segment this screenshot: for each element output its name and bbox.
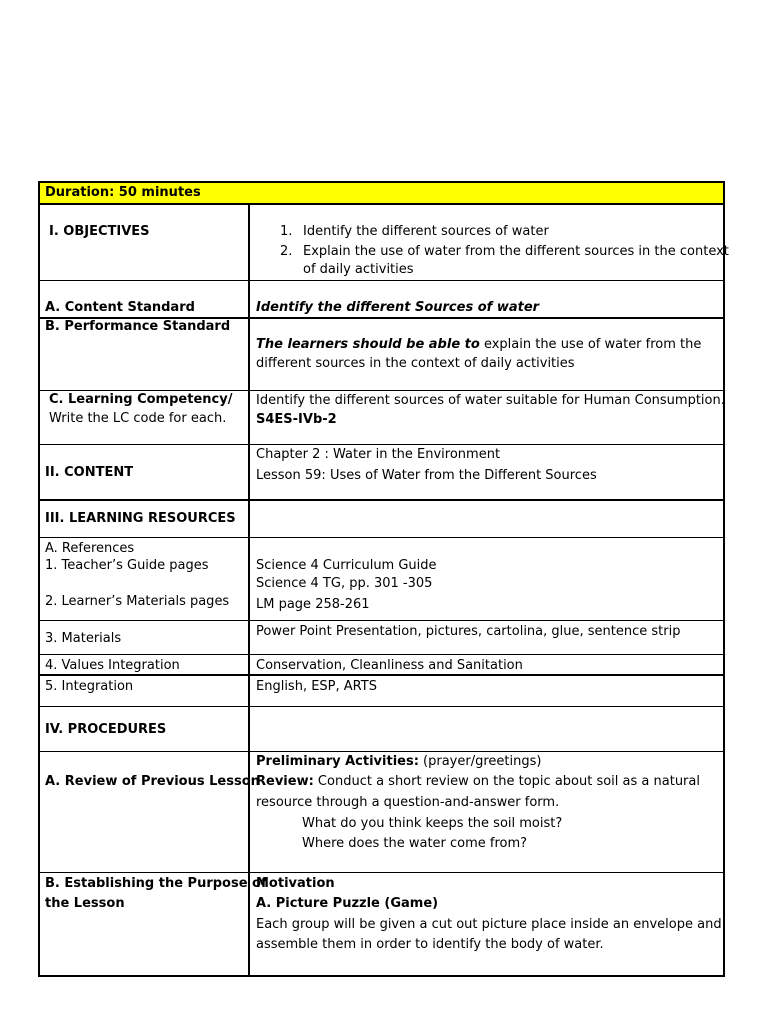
performance-standard-label: B. Performance Standard <box>45 319 231 334</box>
review-value: Conduct a short review on the topic about soil as a natural <box>313 774 700 789</box>
objective-item: Explain the use of water from the different sources in the context <box>303 244 729 259</box>
objective-item-cont: of daily activities <box>303 262 414 277</box>
lm-pages: LM page 258-261 <box>256 597 370 612</box>
row-divider <box>38 203 725 205</box>
purpose-label-cont: the Lesson <box>45 896 125 911</box>
row-divider <box>38 620 725 621</box>
procedures-label: IV. PROCEDURES <box>45 722 167 737</box>
references-label: A. References <box>45 541 135 556</box>
tg-pages: Science 4 TG, pp. 301 -305 <box>256 576 433 591</box>
preliminary-value: (prayer/greetings) <box>418 754 542 769</box>
learning-competency-label: C. Learning Competency/ <box>49 392 233 407</box>
objective-number: 1. <box>280 224 293 239</box>
content-standard-label: A. Content Standard <box>45 300 195 315</box>
learning-competency-value: Identify the different sources of water suitable for Human Consumption. <box>256 393 725 408</box>
objective-number: 2. <box>280 244 293 259</box>
integration-label: 5. Integration <box>45 679 134 694</box>
row-divider <box>38 654 725 655</box>
review-question: What do you think keeps the soil moist? <box>302 816 563 831</box>
teachers-guide-label: 1. Teacher’s Guide pages <box>45 558 209 573</box>
content-lesson: Lesson 59: Uses of Water from the Different Sources <box>256 468 597 483</box>
motivation-heading: Motivation <box>256 876 335 891</box>
row-divider <box>38 537 725 538</box>
preliminary-label: Preliminary Activities: <box>256 754 419 769</box>
materials-label: 3. Materials <box>45 631 122 646</box>
row-divider <box>38 280 725 281</box>
row-divider <box>38 706 725 707</box>
content-label: II. CONTENT <box>45 465 134 480</box>
row-divider <box>38 499 725 501</box>
review-heading: Review: <box>256 774 314 789</box>
objective-item: Identify the different sources of water <box>303 224 549 239</box>
review-label: A. Review of Previous Lesson <box>45 774 260 789</box>
performance-standard-lead: The learners should be able to <box>256 337 480 352</box>
objectives-label: I. OBJECTIVES <box>49 224 150 239</box>
column-divider <box>248 203 250 975</box>
duration-label: Duration: 50 minutes <box>45 185 201 200</box>
values-integration-label: 4. Values Integration <box>45 658 180 673</box>
game-description-cont: assemble them in order to identify the body of water. <box>256 937 604 952</box>
performance-standard-value-cont: different sources in the context of daily activities <box>256 356 575 371</box>
performance-standard-value <box>256 335 701 354</box>
row-divider <box>38 872 725 873</box>
review-text-cont: resource through a question-and-answer form. <box>256 795 560 810</box>
purpose-label: B. Establishing the Purpose of <box>45 876 267 891</box>
game-description: Each group will be given a cut out picture place inside an envelope and <box>256 917 722 932</box>
review-text <box>256 772 700 791</box>
integration-value: English, ESP, ARTS <box>256 679 377 694</box>
curriculum-guide: Science 4 Curriculum Guide <box>256 558 437 573</box>
game-heading: A. Picture Puzzle (Game) <box>256 896 439 911</box>
review-question: Where does the water come from? <box>302 836 528 851</box>
learners-materials-label: 2. Learner’s Materials pages <box>45 594 230 609</box>
content-standard-value: Identify the different Sources of water <box>256 300 540 315</box>
content-chapter: Chapter 2 : Water in the Environment <box>256 447 501 462</box>
materials-value: Power Point Presentation, pictures, cartolina, glue, sentence strip <box>256 624 681 639</box>
learning-competency-code: S4ES-IVb-2 <box>256 412 337 427</box>
learning-resources-label: III. LEARNING RESOURCES <box>45 511 236 526</box>
values-integration-value: Conservation, Cleanliness and Sanitation <box>256 658 523 673</box>
preliminary-activities <box>256 752 541 771</box>
learning-competency-sublabel: Write the LC code for each. <box>49 411 227 426</box>
performance-standard-rest: explain the use of water from the <box>479 337 702 352</box>
